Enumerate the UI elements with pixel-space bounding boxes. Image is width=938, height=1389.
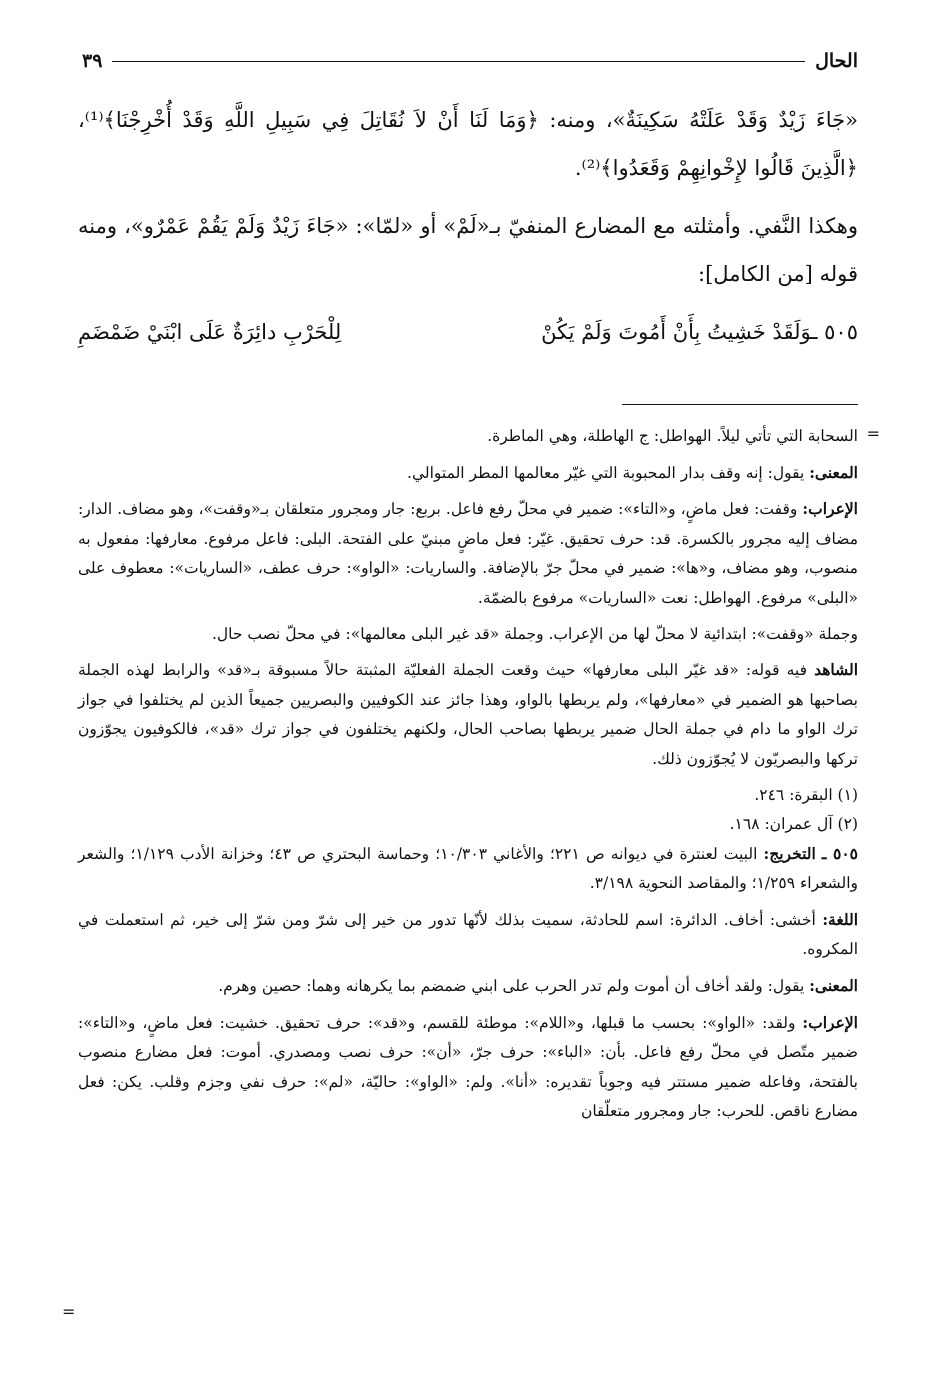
footnote-1: (١) البقرة: ٢٤٦. — [754, 785, 858, 804]
header-rule — [112, 61, 805, 62]
note-keyword: المعنى: — [809, 462, 858, 482]
chapter-title: الحال — [815, 50, 858, 72]
main-paragraph-2: وهكذا النَّفي. وأمثلته مع المضارع المنفيّ بـ«لَمْ» أو «لمّا»: «جَاءَ زَيْدٌ وَلَمْ يَقُمْ عَمْرٌو»، ومنه قوله [من الكامل]: — [78, 214, 858, 286]
note-meaning-2 — [78, 971, 858, 1002]
continuation-mark: = — [866, 424, 880, 443]
page-header — [82, 46, 858, 76]
note-keyword: الإعراب: — [802, 499, 858, 519]
note-text: وقفت: فعل ماضٍ، و«التاء»: ضمير في محلّ رفع فاعل. بربع: جار ومجرور متعلقان بـ«وقفت»، وهو مضاف. الدار: مضاف إليه مجرور بالكسرة. قد: حرف تحقيق. غيّر: فعل ماضٍ مبنيّ على الفتحة. البلى: فاعل مرفوع. معارفها: مفعول به منصوب، وهو مضاف، و«ها»: ضمير في محلّ جرّ بالإضافة. والساريات: «الواو»: حرف عطف، «الساريات»: معطوف على «البلى» مرفوع. الهواطل: نعت «الساريات» مرفوع بالضمّة. — [78, 500, 858, 607]
footnotes-section — [78, 422, 880, 1133]
verse-second-hemistich: لِلْحَرْبِ دائِرَةٌ عَلَى ابْنَيْ ضَمْضَمِ — [78, 320, 342, 344]
note-evidence — [78, 655, 858, 774]
note-keyword: التخريج: — [763, 843, 816, 863]
note-keyword: المعنى: — [809, 975, 858, 995]
end-continuation-mark: = — [62, 1302, 76, 1321]
main-paragraph-1: «جَاءَ زَيْدٌ وَقَدْ عَلَتْهُ سَكِينَةٌ»، ومنه: ﴿وَمَا لَنَا أَنْ لاَ نُقَاتِلَ فِي سَبِيلِ اللَّهِ وَقَدْ أُخْرِجْنَا﴾⁽¹⁾، ﴿الَّذِينَ قَالُوا لإِخْوانِهِمْ وَقَعَدُوا﴾⁽²⁾. — [78, 108, 858, 180]
note-text: أخشى: أخاف. الدائرة: اسم للحادثة، سميت بذلك لأنّها تدور من خير إلى شرّ ومن شرّ إلى خير، ثم استعملت في المكروه. — [78, 910, 858, 959]
note-text: يقول: إنه وقف بدار المحبوبة التي غيّر معالمها المطر المتوالي. — [407, 463, 810, 482]
note-sources — [78, 839, 858, 899]
note-text: فيه قوله: «قد غيّر البلى معارفها» حيث وقعت الجملة الفعليّة المثبتة حالاً مسبوقة بـ«قد» والرابط لهذه الجملة بصاحبها هو الضمير في «معارفها»، ولم يربطها بالواو، وهذا جائز عند الكوفيين والبصريين جميعاً الذين لم يختلفوا في جواز ترك الواو ما دام في جملة الحال ضمير يربطها بصاحب الحال، ولكنهم يختلفون في جواز ترك «قد»، فالكوفيون يجوّزون تركها والبصريّون لا يُجوّزون ذلك. — [78, 661, 858, 768]
verse-number: ٥٠٥ ـ — [811, 320, 858, 344]
note-keyword: الإعراب: — [802, 1012, 858, 1032]
footnote-separator — [622, 404, 858, 405]
verse-first-text: وَلَقَدْ خَشِيتُ بِأَنْ أَمُوتَ وَلَمْ يَكُنْ — [541, 320, 812, 344]
note-text: يقول: ولقد أخاف أن أموت ولم تدر الحرب على ابني ضمضم بما يكرهانه وهما: حصين وهرم. — [218, 976, 810, 995]
page-number: ٣٩ — [82, 50, 103, 72]
note-text: البيت لعنترة في ديوانه ص ٢٢١؛ والأغاني ١٠/٣٠٣؛ وحماسة البحتري ص ٤٣؛ وخزانة الأدب ١/١٢٩؛ والشعر والشعراء ١/٢٥٩؛ والمقاصد النحوية ٣/١٩٨. — [78, 844, 858, 893]
note-sentence: وجملة «وقفت»: ابتدائية لا محلّ لها من الإعراب. وجملة «قد غير البلى معالمها»: في محلّ نصب حال. — [211, 624, 858, 643]
note-language — [78, 905, 858, 965]
note-meaning — [78, 458, 858, 489]
footnote-2: (٢) آل عمران: ١٦٨. — [729, 814, 858, 833]
note-keyword: اللغة: — [822, 909, 858, 929]
poetry-verse — [78, 308, 858, 356]
note-parsing — [78, 494, 858, 613]
main-text — [78, 96, 858, 356]
note-keyword: الشاهد — [814, 660, 858, 680]
note-number: ٥٠٥ ـ — [821, 843, 858, 863]
note-line-1: السحابة التي تأتي ليلاً. الهواطل: ج الهاطلة، وهي الماطرة. — [487, 427, 858, 445]
verse-first-hemistich — [541, 308, 858, 356]
note-parsing-2 — [78, 1008, 858, 1127]
note-text: ولقد: «الواو»: بحسب ما قبلها، و«اللام»: موطئة للقسم، و«قد»: حرف تحقيق. خشيت: فعل ماضٍ، و«التاء»: ضمير متّصل في محلّ رفع فاعل. بأن: «الباء»: حرف جرّ، «أن»: حرف نصب ومصدري. أموت: فعل مضارع منصوب بالفتحة، وفاعله ضمير مستتر فيه وجوباً تقديره: «أنا». ولم: «الواو»: حاليّة، «لم»: حرف نفي وجزم وقلب. يكن: فعل مضارع ناقص. للحرب: جار ومجرور متعلّقان — [78, 1013, 858, 1121]
